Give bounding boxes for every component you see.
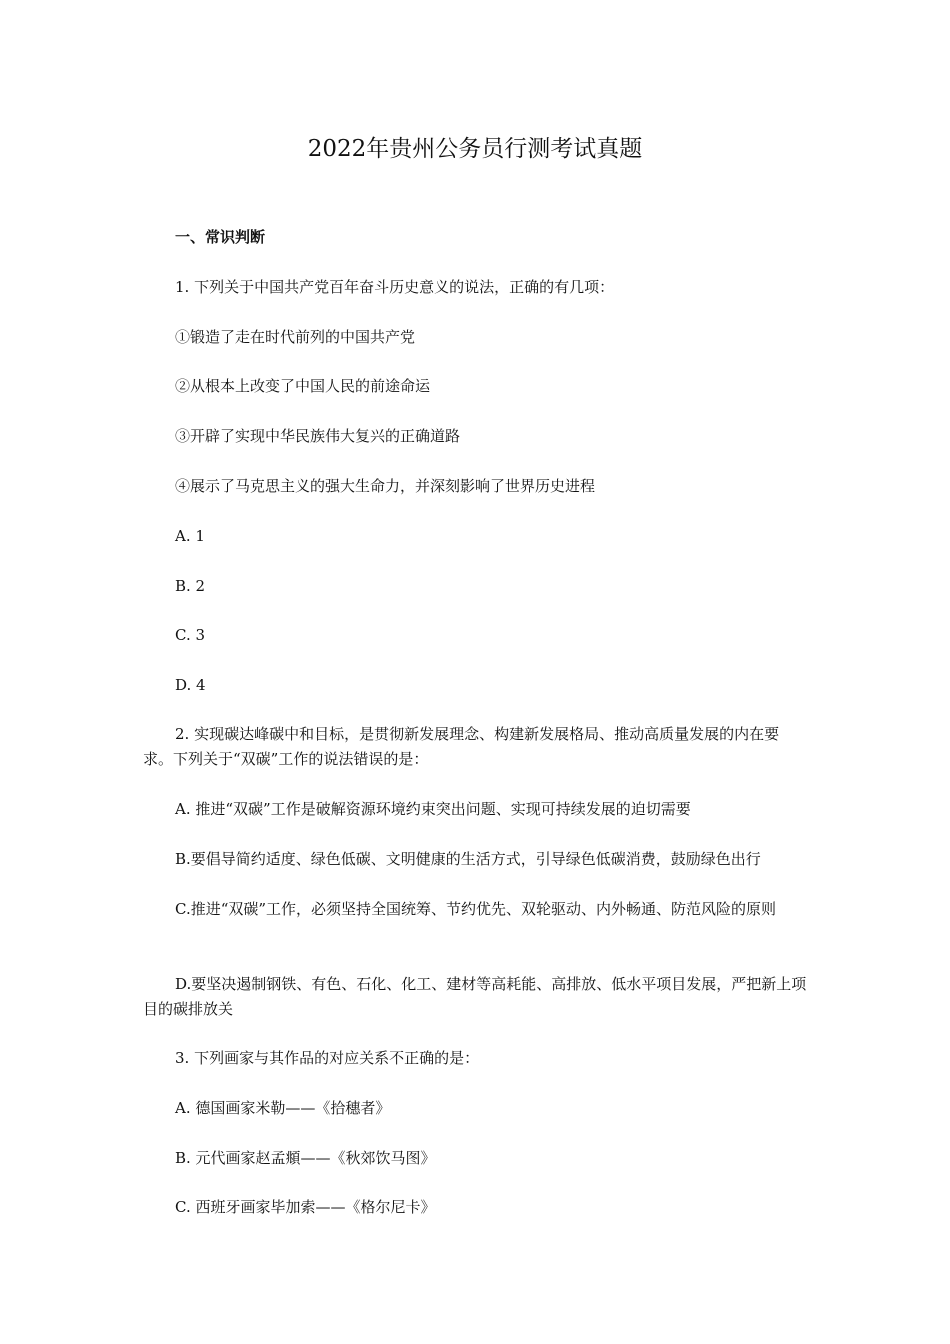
question-3-option-c: C. 西班牙画家毕加索——《格尔尼卡》 <box>175 1198 436 1216</box>
question-1-statement-1: ①锻造了走在时代前列的中国共产党 <box>175 328 416 346</box>
question-2-option-d: D.要坚决遏制钢铁、有色、石化、化工、建材等高耗能、高排放、低水平项目发展，严把新上项目的碳排放关 <box>143 975 807 1018</box>
question-3-option-b: B. 元代画家赵孟頫——《秋郊饮马图》 <box>175 1149 436 1167</box>
question-1-statement-3: ③开辟了实现中华民族伟大复兴的正确道路 <box>175 427 461 445</box>
question-1-statement-2: ②从根本上改变了中国人民的前途命运 <box>175 377 431 395</box>
question-3-stem: 3. 下列画家与其作品的对应关系不正确的是： <box>175 1049 480 1067</box>
question-2-option-c: C.推进“双碳”工作，必须坚持全国统筹、节约优先、双轮驱动、内外畅通、防范风险的原则 <box>175 900 777 918</box>
section-heading: 一、常识判断 <box>175 228 266 246</box>
question-1-option-b: B. 2 <box>175 577 206 595</box>
question-1-option-c: C. 3 <box>175 626 206 644</box>
question-1-stem: 1. 下列关于中国共产党百年奋斗历史意义的说法，正确的有几项： <box>175 278 615 296</box>
question-2-stem: 2. 实现碳达峰碳中和目标，是贯彻新发展理念、构建新发展格局、推动高质量发展的内在要求。下列关于“双碳”工作的说法错误的是： <box>143 725 780 768</box>
question-2-option-b: B.要倡导简约适度、绿色低碳、文明健康的生活方式，引导绿色低碳消费，鼓励绿色出行 <box>175 850 761 868</box>
question-1-statement-4: ④展示了马克思主义的强大生命力，并深刻影响了世界历史进程 <box>175 477 596 495</box>
question-1-option-a: A. 1 <box>175 527 205 545</box>
question-2-option-a: A. 推进“双碳”工作是破解资源环境约束突出问题、实现可持续发展的迫切需要 <box>175 800 691 818</box>
question-3-option-a: A. 德国画家米勒——《拾穗者》 <box>175 1099 391 1117</box>
question-1-option-d: D. 4 <box>175 676 206 694</box>
document-title: 2022年贵州公务员行测考试真题 <box>307 136 643 162</box>
